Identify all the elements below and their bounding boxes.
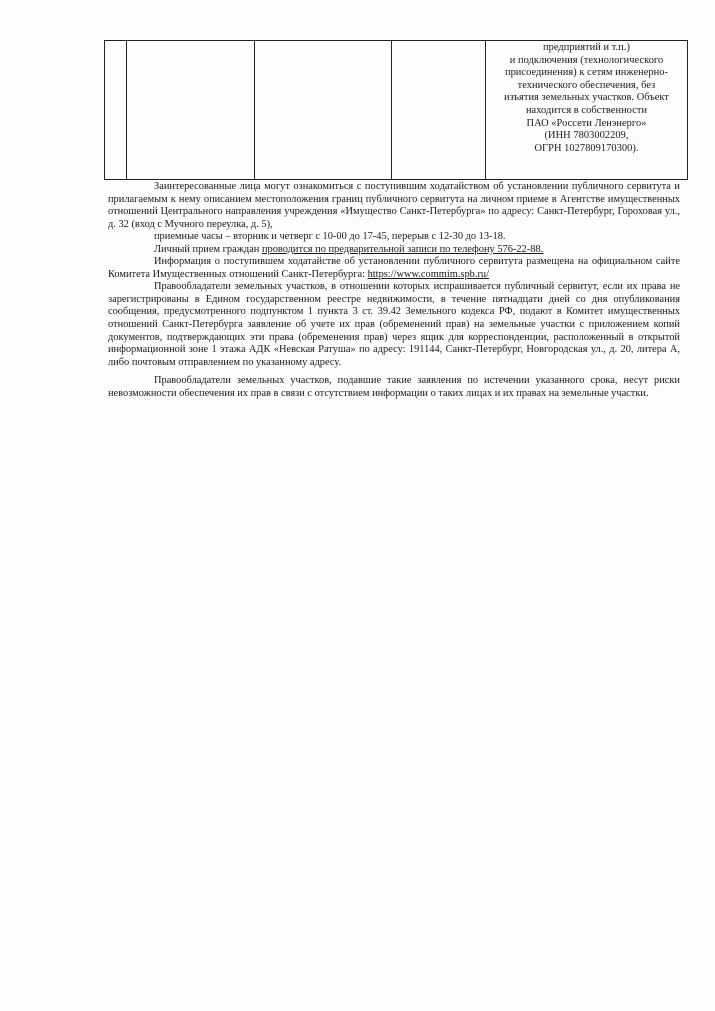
appointment-phone-text: проводится по предварительной записи по телефону 576-22-88. — [261, 243, 544, 255]
rights-holders-text: Правообладатели земельных участков, в отношении которых испрашивается публичный сервитут, если их права не зарегистрированы в Едином государственном реестре недвижимости, в течение пятнадцати дней со дня опубликования сообщения, предусмотренного подпунктом 1 пункта 3 ст. 39.42 Земельного кодекса РФ, подают в Комитет имущественных отношений Санкт-Петербурга заявление об учете их прав (обременений прав) на земельные участки с приложением копий документов, подтверждающих эти права (обременения прав) через ящик для корреспонденции, расположенный в открытой информационной зоне 1 этажа АДК «Невская Ратуша» по адресу: 191144, Санкт-Петербург, Новгородская ул., д. 20, литера А, либо почтовым отправлением по указанному адресу. — [108, 281, 680, 368]
table-cell-4 — [392, 41, 486, 180]
table-cell-description — [486, 41, 688, 180]
reception-hours-text: приемные часы – вторник и четверг с 10-00 до 17-45, перерыв с 12-30 до 13-18. — [154, 231, 506, 243]
notice-body — [108, 181, 680, 400]
table-cell-number — [105, 41, 127, 180]
paragraph-interested-parties-text: Заинтересованные лица могут ознакомиться с поступившим ходатайством об установлении публичного сервитута и прилагаемым к нему описанием местоположения границ публичного сервитута на личном приеме в Агентстве имущественных отношений Центрального направления учреждения «Имущество Санкт-Петербурга» по адресу: Санкт-Петербург, Гороховая ул., д. 32 (вход с Мучного переулка, д. 5), — [108, 181, 680, 230]
paragraph-reception-hours — [108, 231, 680, 244]
paragraph-personal-reception — [108, 244, 680, 257]
table-row — [105, 41, 688, 180]
paragraph-website-info — [108, 256, 680, 281]
paragraph-interested-parties — [108, 181, 680, 231]
table-cell-3 — [255, 41, 392, 180]
personal-reception-prefix: Личный прием граждан — [154, 243, 262, 255]
website-info-prefix: Информация о поступившем ходатайстве об установлении публичного сервитута размещена на официальном сайте Комитета Имущественных отношений Санкт-Петербурга: — [108, 256, 680, 280]
table-cell-2 — [127, 41, 255, 180]
paragraph-rights-holders — [108, 281, 680, 369]
paragraph-late-applications — [108, 375, 680, 400]
committee-website-link[interactable]: https://www.commim.spb.ru/ — [367, 268, 490, 280]
servitude-table-fragment — [104, 40, 688, 180]
cell-description-text: предприятий и т.п.) и подключения (технологического присоединения) к сетям инженерно- технического обеспечения, без изъятия земельных участков. Объект находится в собственности ПАО «Россети Ленэнерго» (ИНН 7803002209, ОГРН 1027809170300). — [504, 42, 669, 154]
late-applications-text: Правообладатели земельных участков, подавшие такие заявления по истечении указанного срока, несут риски невозможности обеспечения их прав в связи с отсутствием информации о таких лицах и их правах на земельные участки. — [108, 375, 680, 399]
